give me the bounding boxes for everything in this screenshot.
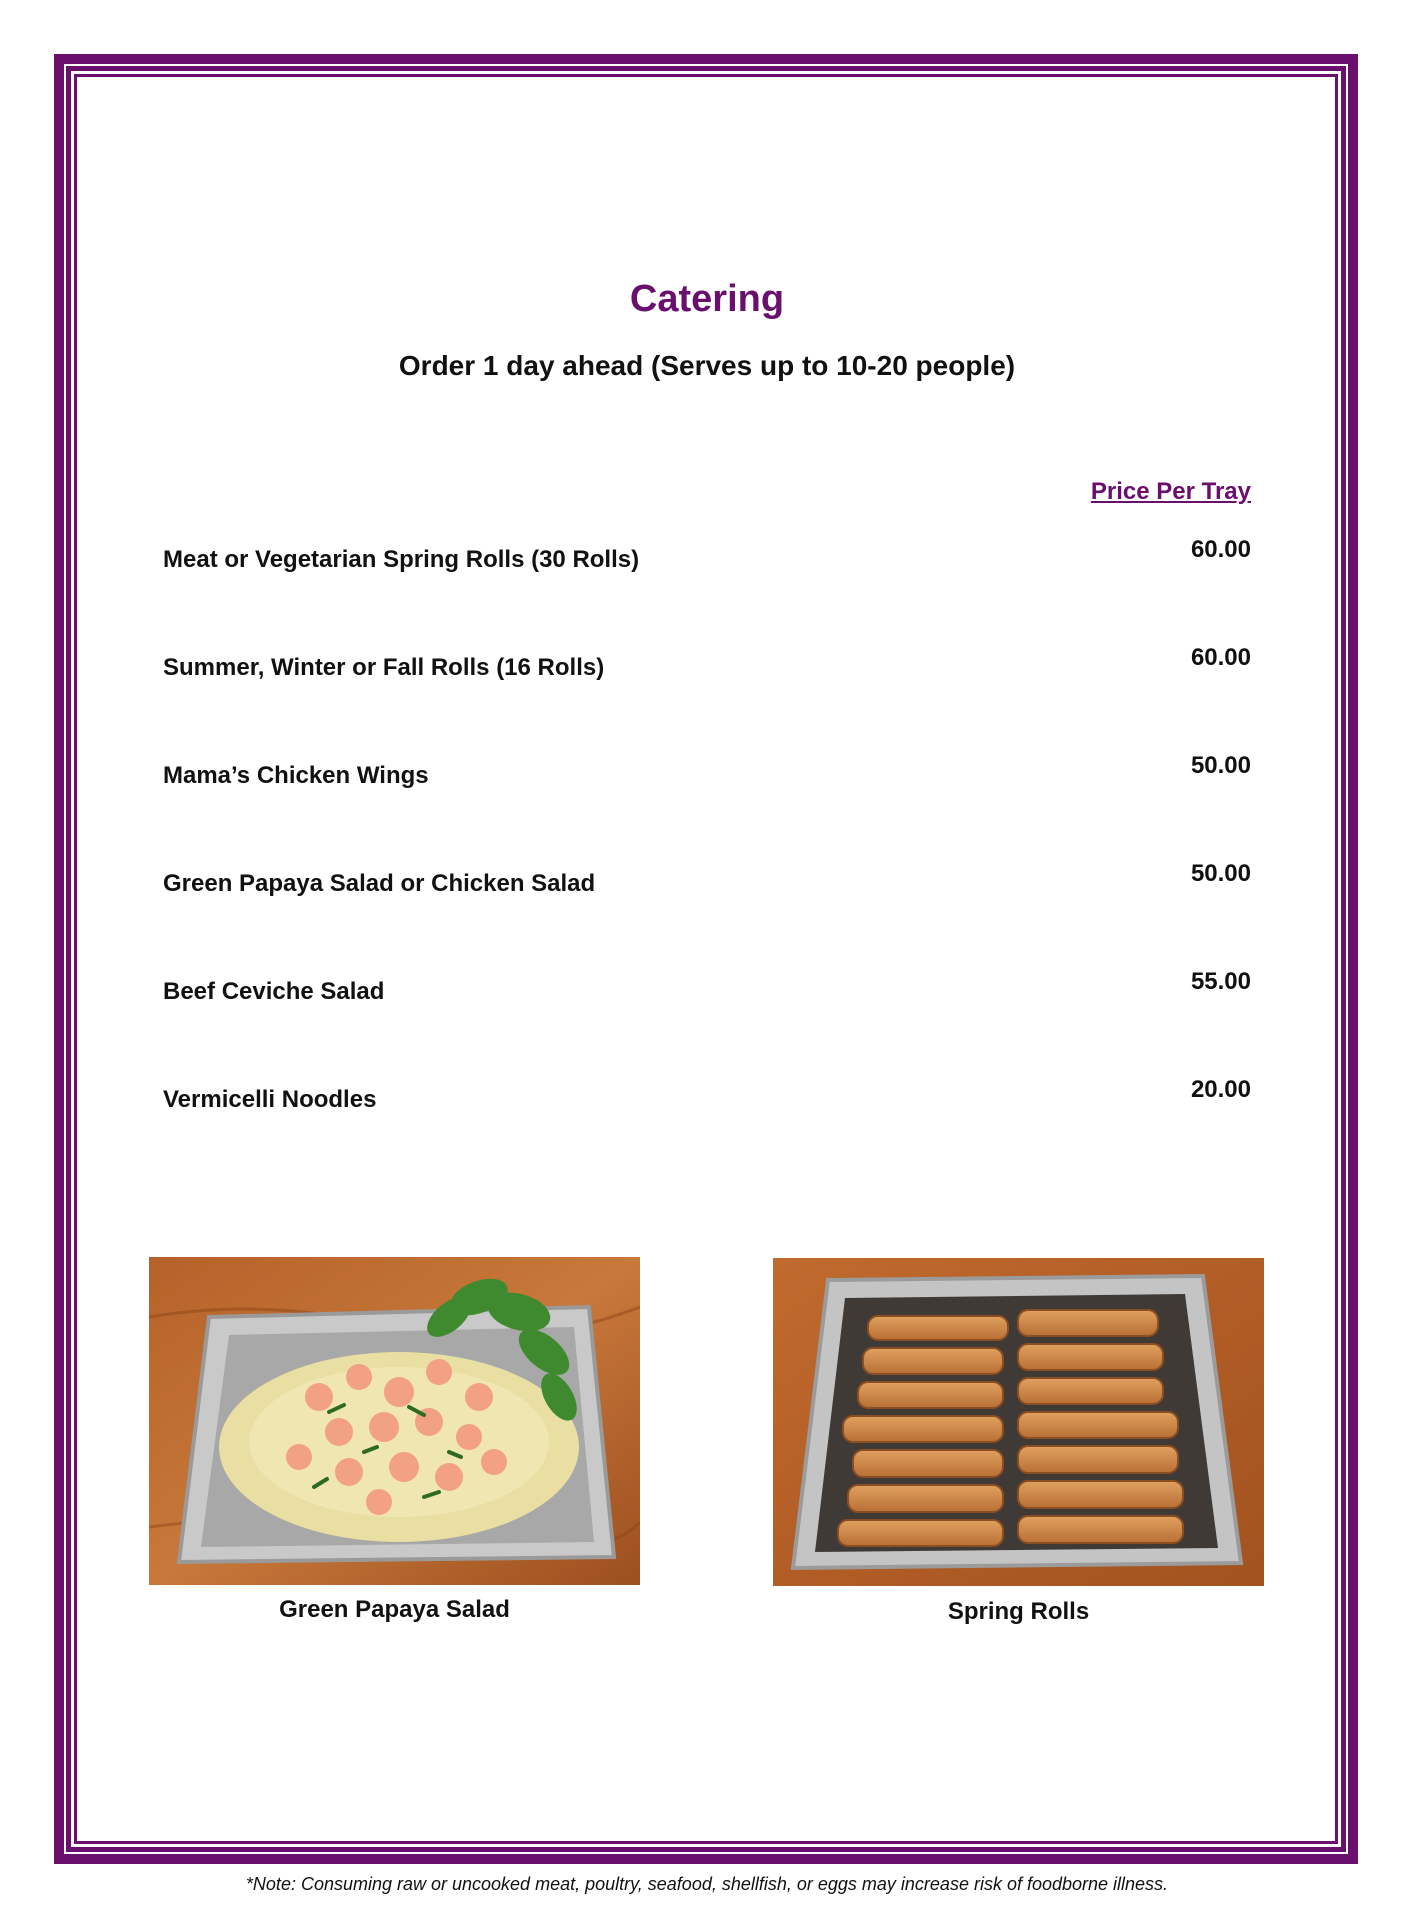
menu-item-name: Summer, Winter or Fall Rolls (16 Rolls) [163, 654, 605, 681]
menu-item-price: 50.00 [1190, 752, 1251, 779]
photo-caption: Spring Rolls [947, 1598, 1090, 1625]
page-subtitle: Order 1 day ahead (Serves up to 10-20 people) [398, 350, 1016, 381]
menu-item [163, 536, 1251, 576]
menu-item [163, 1076, 1251, 1116]
menu-item-name: Mama’s Chicken Wings [163, 762, 429, 789]
menu-item-name: Green Papaya Salad or Chicken Salad [163, 870, 596, 897]
menu-item-name: Meat or Vegetarian Spring Rolls (30 Rolls) [163, 546, 640, 573]
menu-item-name: Vermicelli Noodles [163, 1086, 377, 1113]
menu-item [163, 968, 1251, 1008]
menu-item [163, 644, 1251, 684]
menu-item-price: 20.00 [1190, 1076, 1251, 1103]
menu-item-price: 55.00 [1190, 968, 1251, 995]
footer-note: *Note: Consuming raw or uncooked meat, poultry, seafood, shellfish, or eggs may increase risk of foodborne illness. [245, 1874, 1169, 1894]
menu-item [163, 860, 1251, 900]
menu-item-price: 60.00 [1190, 644, 1251, 671]
price-column-header: Price Per Tray [1090, 478, 1251, 505]
green-papaya-salad-photo [149, 1257, 640, 1585]
menu-item-name: Beef Ceviche Salad [163, 978, 385, 1005]
menu-item-price: 50.00 [1190, 860, 1251, 887]
menu-item-price: 60.00 [1190, 536, 1251, 563]
photo-caption: Green Papaya Salad [279, 1596, 510, 1623]
spring-rolls-photo [773, 1258, 1264, 1586]
page-title: Catering [629, 278, 785, 320]
menu-item [163, 752, 1251, 792]
